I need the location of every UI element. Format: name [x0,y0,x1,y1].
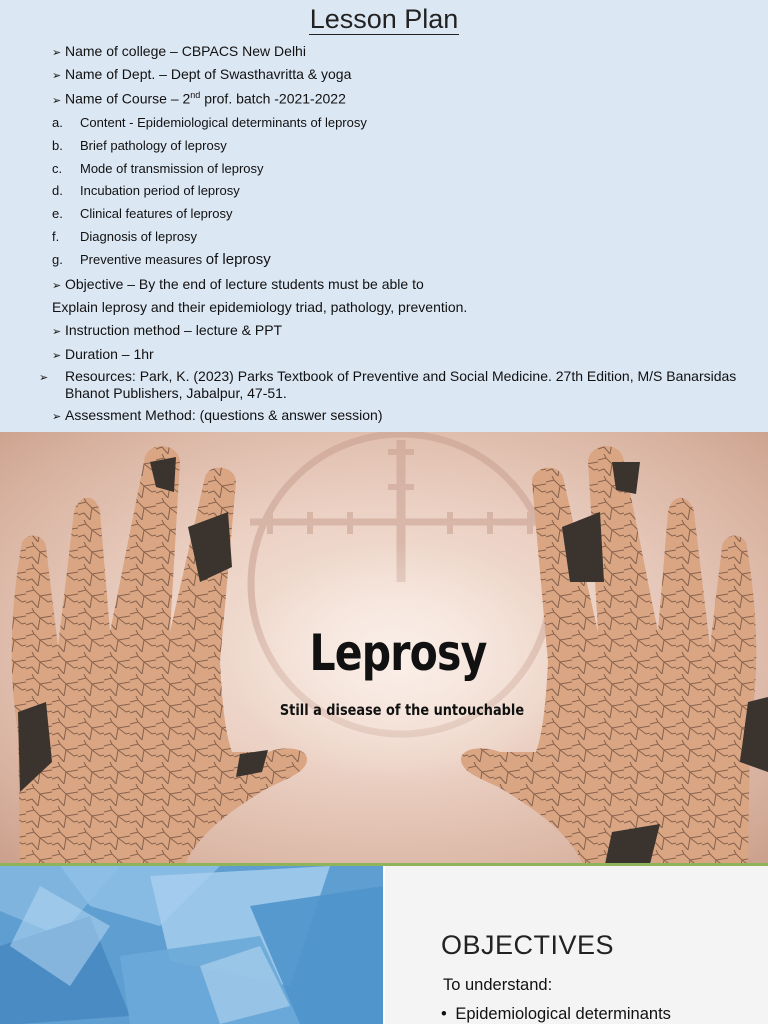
arrow-bullet-icon: ➢ [39,372,49,384]
objectives-slide [0,866,768,1024]
assessment-row: ➢ Assessment Method: (questions & answer session) [52,407,383,423]
content-item-text-large: of leprosy [205,251,271,268]
content-item-letter: e. [52,206,63,221]
arrow-bullet-icon: ➢ [52,280,62,292]
arrow-bullet-icon: ➢ [52,326,62,338]
content-item-letter: f. [52,229,60,244]
content-item [52,251,271,268]
content-item [52,182,240,198]
content-item [52,137,227,153]
arrow-bullet-icon: ➢ [52,70,62,82]
content-item-text: Diagnosis of leprosy [80,229,198,244]
content-item [52,160,264,176]
content-item-letter: d. [52,183,63,198]
arrow-bullet-icon: ➢ [52,411,62,423]
objectives-item-text: Epidemiological determinants [455,1005,671,1023]
leprosy-title-slide [0,432,768,864]
bullet-dot-icon: • [441,1005,447,1023]
resources-row: ➢ Resources: Park, K. (2023) Parks Textbook of Preventive and Social Medicine. 27th Edition, M/S Banarsidas Bhanot Publishers, Jabalpur, 47-51. [39,368,737,401]
content-item-text: Mode of transmission of leprosy [80,161,264,176]
content-item-letter: g. [52,252,63,267]
objective-row: ➢ Objective – By the end of lecture students must be able to [52,276,424,292]
objectives-intro: To understand: [443,976,553,994]
department-row: ➢ Name of Dept. – Dept of Swasthavritta & yoga [52,66,352,82]
content-item-text: Preventive measures [80,252,206,267]
content-item-letter: a. [52,115,63,130]
content-item-letter: c. [52,161,63,176]
objective-detail: Explain leprosy and their epidemiology triad, pathology, prevention. [52,299,468,315]
geometric-background [0,866,768,1024]
lesson-plan-title: Lesson Plan [309,4,459,34]
course-row: ➢ Name of Course – 2nd prof. batch -2021-2022 [52,90,346,107]
content-item-letter: b. [52,138,63,153]
content-item-text: Clinical features of leprosy [80,206,233,221]
lesson-plan-slide [0,0,768,432]
content-item-text: Brief pathology of leprosy [80,138,227,153]
content-item-text: Content - Epidemiological determinants of leprosy [80,115,367,130]
leprosy-heading: Leprosy [309,624,487,682]
objectives-item [441,1005,671,1024]
instruction-method-row: ➢ Instruction method – lecture & PPT [52,322,283,338]
leprosy-subtitle: Still a disease of the untouchable [279,701,525,719]
arrow-bullet-icon: ➢ [52,47,62,59]
content-item [52,114,367,130]
content-item [52,228,197,244]
arrow-bullet-icon: ➢ [52,350,62,362]
content-item [52,205,232,221]
arrow-bullet-icon: ➢ [52,94,62,107]
objectives-title: OBJECTIVES [441,930,615,960]
content-item-text: Incubation period of leprosy [80,183,240,198]
duration-row: ➢ Duration – 1hr [52,346,154,362]
college-row: ➢ Name of college – CBPACS New Delhi [52,43,306,59]
